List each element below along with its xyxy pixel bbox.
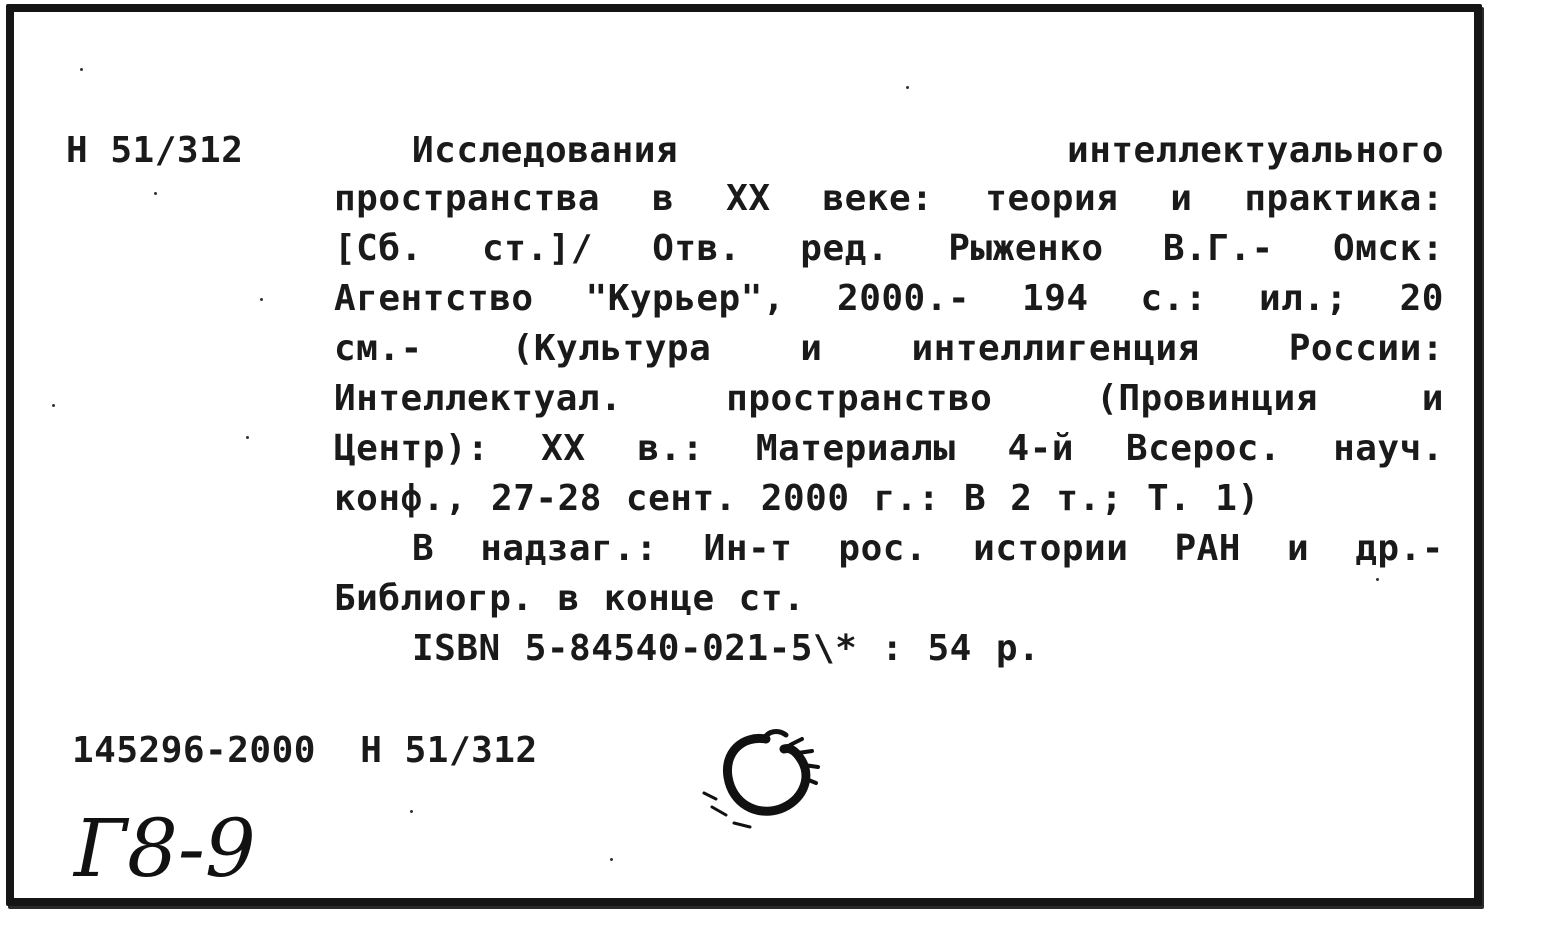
card-word: науч. bbox=[1333, 428, 1444, 469]
card-word: Омск: bbox=[1333, 228, 1444, 269]
card-word: и bbox=[800, 328, 823, 369]
card-word: теория bbox=[985, 178, 1119, 219]
card-text-line bbox=[334, 278, 1444, 319]
ink-speck bbox=[1376, 578, 1379, 581]
card-word: г.: bbox=[873, 478, 941, 519]
card-word: В bbox=[964, 478, 987, 519]
card-word: Рыженко bbox=[948, 228, 1104, 269]
card-word: рос. bbox=[838, 528, 928, 569]
card-word: надзаг.: bbox=[480, 528, 658, 569]
card-word: Т. bbox=[1146, 478, 1192, 519]
card-word: Центр): bbox=[334, 428, 490, 469]
card-word: конф., bbox=[334, 478, 468, 519]
card-word: Библиогр. bbox=[334, 578, 534, 619]
library-stamp-icon bbox=[694, 717, 839, 837]
card-word: ст. bbox=[738, 578, 806, 619]
card-word: т.; bbox=[1056, 478, 1123, 519]
card-word: ил.; bbox=[1258, 278, 1348, 319]
ink-speck bbox=[52, 404, 55, 407]
ink-speck bbox=[260, 298, 263, 301]
card-word: и bbox=[1421, 378, 1444, 419]
shelfmark-top: Н 51/312 bbox=[66, 130, 244, 171]
card-word: 5-84540-021-5\* bbox=[524, 628, 858, 669]
handwritten-note: Г8-9 bbox=[74, 802, 256, 895]
card-word: (Провинция bbox=[1096, 378, 1318, 419]
card-word: Всерос. bbox=[1125, 428, 1282, 469]
card-word: Отв. bbox=[652, 228, 741, 269]
card-word: пространство bbox=[726, 378, 993, 419]
catalog-card bbox=[6, 4, 1482, 906]
card-word: веке: bbox=[822, 178, 934, 219]
card-word: практика: bbox=[1244, 178, 1444, 219]
ink-speck bbox=[610, 858, 613, 861]
ink-speck bbox=[246, 436, 249, 439]
card-word: "Курьер", bbox=[585, 278, 786, 319]
card-word: 2000 bbox=[760, 478, 850, 519]
card-text-line bbox=[412, 130, 1444, 171]
card-word: 1) bbox=[1215, 478, 1260, 519]
ink-speck bbox=[906, 86, 909, 89]
ink-speck bbox=[80, 68, 83, 71]
card-text-line bbox=[412, 628, 1444, 669]
card-word: и bbox=[1287, 528, 1310, 569]
card-word: Исследования bbox=[412, 130, 679, 171]
card-word: др.- bbox=[1355, 528, 1444, 569]
card-word: сент. bbox=[625, 478, 737, 519]
card-word: ред. bbox=[800, 228, 889, 269]
card-word: р. bbox=[995, 628, 1041, 669]
card-word: России: bbox=[1288, 328, 1444, 369]
card-word: : bbox=[881, 628, 904, 669]
card-word: Интеллектуал. bbox=[334, 378, 623, 419]
card-text-line bbox=[334, 428, 1444, 469]
card-word: Агентство bbox=[334, 278, 534, 319]
card-word: ISBN bbox=[412, 628, 501, 669]
card-text-line bbox=[334, 228, 1444, 269]
card-word: Материалы bbox=[755, 428, 956, 469]
card-text-line bbox=[412, 528, 1444, 569]
card-word: в bbox=[652, 178, 675, 219]
card-word: ст.]/ bbox=[482, 228, 593, 269]
card-word: пространства bbox=[334, 178, 601, 219]
card-word: 54 bbox=[927, 628, 972, 669]
card-word: 20 bbox=[1399, 278, 1444, 319]
card-word: истории bbox=[973, 528, 1129, 569]
card-word: конце bbox=[603, 578, 715, 619]
card-word: (Культура bbox=[511, 328, 712, 369]
card-word: и bbox=[1170, 178, 1193, 219]
card-text-line bbox=[334, 578, 1444, 619]
card-word: В.Г.- bbox=[1162, 228, 1274, 269]
accession-line: 145296-2000 Н 51/312 bbox=[72, 730, 538, 771]
card-word: 27-28 bbox=[491, 478, 602, 519]
card-text-line bbox=[334, 378, 1444, 419]
card-word: XX bbox=[541, 428, 586, 469]
card-word: интеллектуального bbox=[1067, 130, 1444, 171]
ink-speck bbox=[154, 192, 157, 195]
card-text-line bbox=[334, 178, 1444, 219]
card-word: в.: bbox=[637, 428, 704, 469]
card-word: в bbox=[557, 578, 580, 619]
card-word: В bbox=[412, 528, 435, 569]
card-word: XX bbox=[726, 178, 771, 219]
card-word: Ин-т bbox=[703, 528, 793, 569]
card-word: 4-й bbox=[1007, 428, 1074, 469]
card-text-line bbox=[334, 478, 1444, 519]
card-word: с.: bbox=[1140, 278, 1208, 319]
card-text-line bbox=[334, 328, 1444, 369]
card-word: РАН bbox=[1174, 528, 1241, 569]
card-word: [Сб. bbox=[334, 228, 423, 269]
card-word: 2000.- bbox=[837, 278, 971, 319]
card-word: 2 bbox=[1010, 478, 1033, 519]
card-word: 194 bbox=[1022, 278, 1089, 319]
card-word: интеллигенция bbox=[911, 328, 1200, 369]
ink-speck bbox=[410, 810, 413, 813]
card-word: см.- bbox=[334, 328, 423, 369]
